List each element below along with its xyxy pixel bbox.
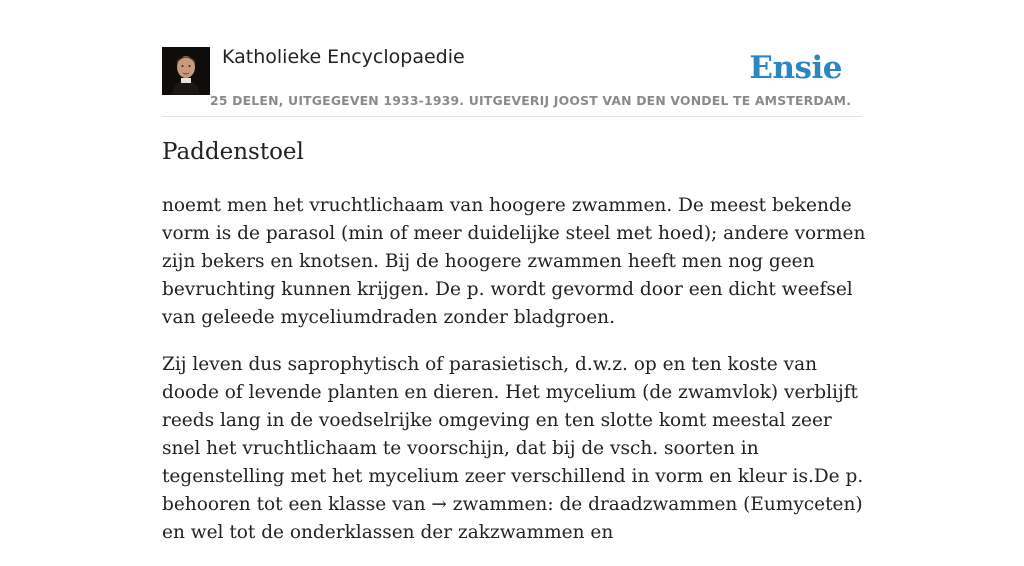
source-title-link[interactable]: Katholieke Encyclopaedie bbox=[222, 46, 465, 68]
article-paragraph: Zij leven dus saprophytisch of parasietisch, d.w.z. op en ten koste van doode of levende planten en dieren. Het mycelium (de zwamvlok) verblijft reeds lang in de voedselrijke omgeving en ten slotte komt meestal zeer snel het vruchtlichaam te voorschijn, dat bij de vsch. soorten in tegenstelling met het mycelium zeer verschillend in vorm en kleur is.De p. behooren tot een klasse van → zwammen: de draadzwammen (Eumyceten) en wel tot de onderklassen der zakzwammen en bbox=[162, 354, 864, 543]
article-paragraph: noemt men het vruchtlichaam van hoogere zwammen. De meest bekende vorm is de parasol (min of meer duidelijke steel met hoed); andere vormen zijn bekers en knotsen. Bij de hoogere zwammen heeft men nog geen bevruchting kunnen krijgen. De p. wordt gevormd door een dicht weefsel van geleede myceliumdraden zonder bladgroen. bbox=[162, 195, 866, 328]
article-title: Paddenstoel bbox=[162, 139, 304, 165]
source-header bbox=[162, 46, 862, 117]
portrait-icon bbox=[162, 47, 210, 95]
avatar[interactable] bbox=[162, 47, 210, 95]
source-subtitle: 25 DELEN, UITGEGEVEN 1933-1939. UITGEVERIJ JOOST VAN DEN VONDEL TE AMSTERDAM. bbox=[210, 93, 852, 108]
article-body bbox=[162, 192, 867, 566]
brand-logo-link[interactable]: Ensie bbox=[749, 50, 842, 86]
